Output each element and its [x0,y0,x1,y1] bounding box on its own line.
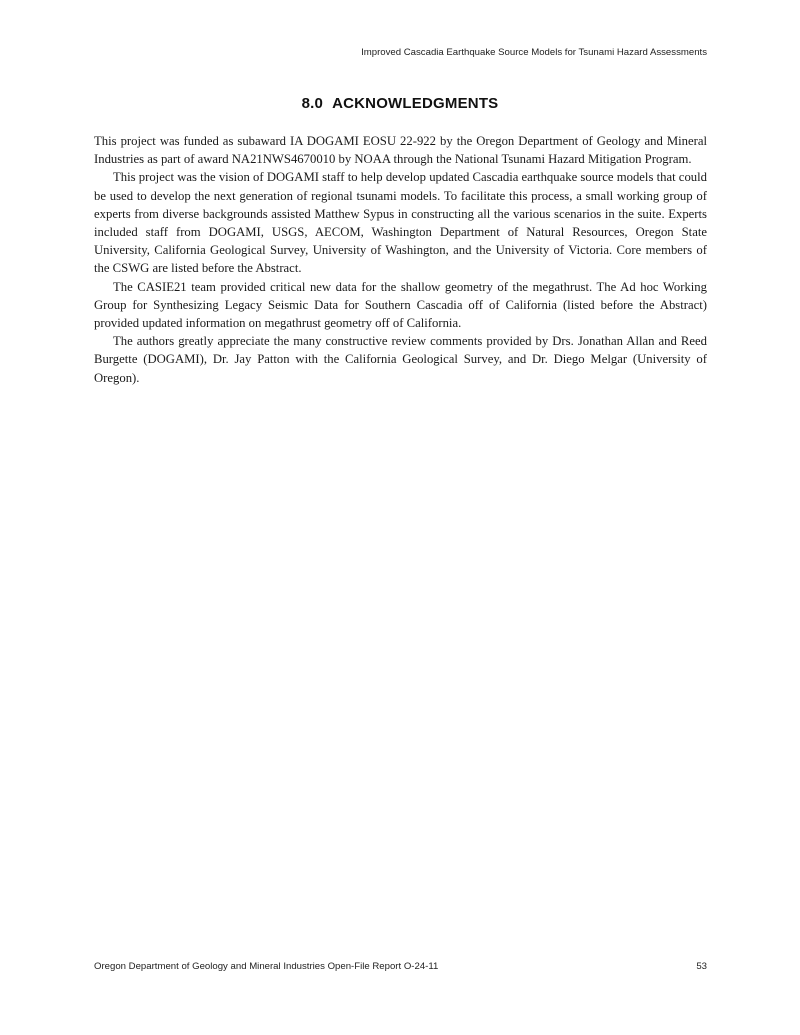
paragraph-vision: This project was the vision of DOGAMI staff to help develop updated Cascadia earthquake source models that could be used to develop the next generation of regional tsunami models. To facilitate this process, a small working group of experts from diverse backgrounds assisted Matthew Sypus in constructing all the various scenarios in the suite. Experts included staff from DOGAMI, USGS, AECOM, Washington Department of Natural Resources, Oregon State University, California Geological Survey, University of Washington, and the University of Victoria. Core members of the CSWG are listed before the Abstract. [94,170,707,276]
page-number: 53 [696,961,707,972]
paragraph-funding: This project was funded as subaward IA DOGAMI EOSU 22-922 by the Oregon Department of Geology and Mineral Industries as part of award NA21NWS4670010 by NOAA through the National Tsunami Hazard Mitigation Program. [94,134,707,167]
section-number: 8.0 [301,95,324,112]
paragraph-reviewers: The authors greatly appreciate the many constructive review comments provided by Drs. Jonathan Allan and Reed Burgette (DOGAMI), Dr. Jay Patton with the California Geological Survey, and Dr. Diego Melgar (University of Oregon). [94,334,707,385]
acknowledgments-body [94,132,707,387]
section-title: ACKNOWLEDGMENTS [332,95,499,112]
paragraph-casie21: The CASIE21 team provided critical new data for the shallow geometry of the megathrust. The Ad hoc Working Group for Synthesizing Legacy Seismic Data for Southern Cascadia off of California (listed before the Abstract) provided updated information on megathrust geometry off of California. [94,279,707,331]
footer-publication: Oregon Department of Geology and Mineral Industries Open-File Report O-24-11 [94,961,439,972]
section-heading [0,95,800,112]
running-footer [94,961,707,972]
running-header: Improved Cascadia Earthquake Source Models for Tsunami Hazard Assessments [361,47,707,58]
